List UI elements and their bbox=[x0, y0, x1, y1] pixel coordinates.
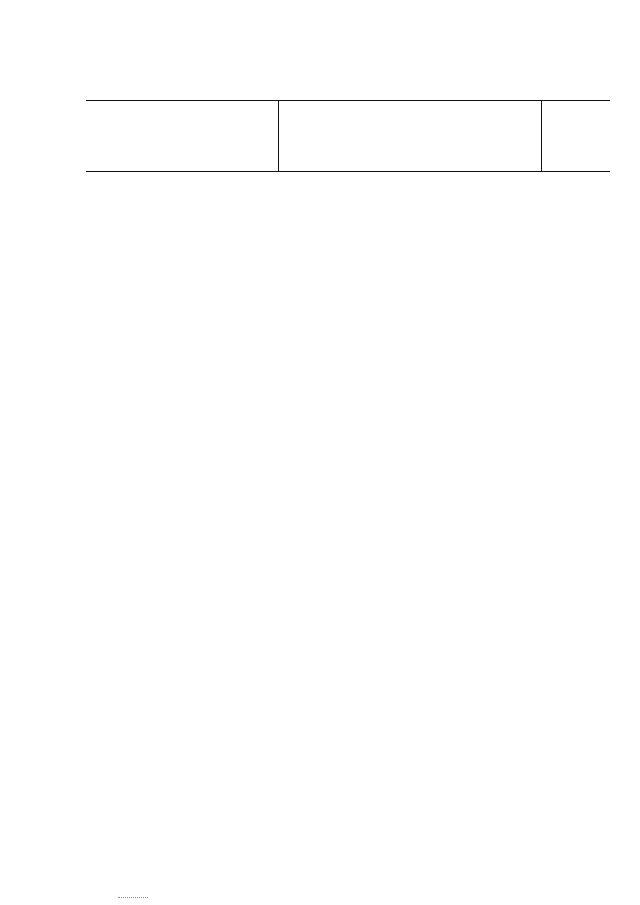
header-level-cell bbox=[542, 101, 610, 171]
footer-dotted-mark bbox=[118, 897, 148, 898]
header-code-cell bbox=[86, 101, 279, 171]
table-header bbox=[86, 100, 610, 172]
header-name-cell bbox=[279, 101, 542, 171]
